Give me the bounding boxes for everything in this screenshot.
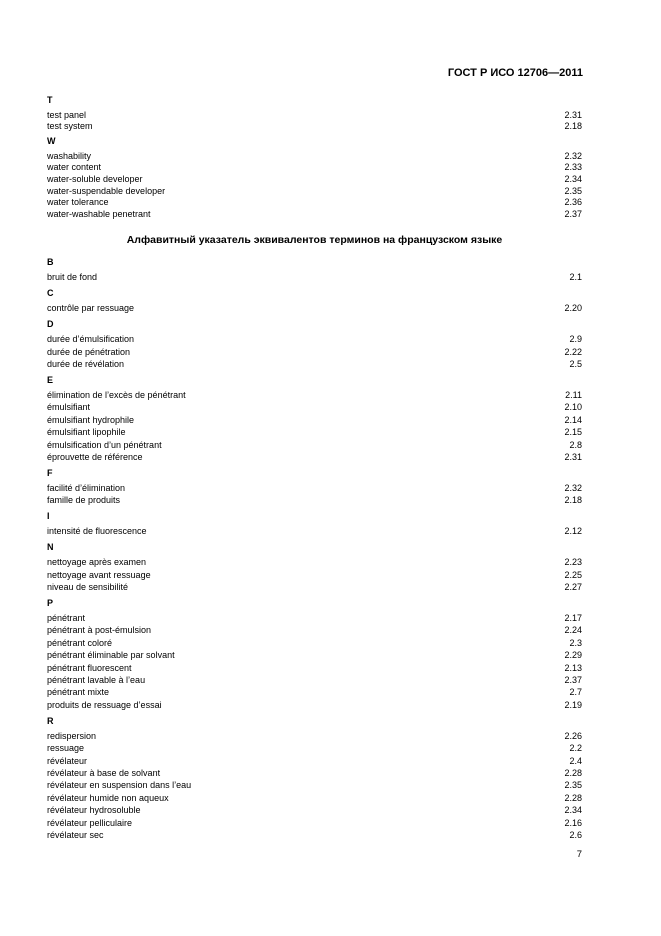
section-letter: T bbox=[47, 94, 53, 105]
section-letter: B bbox=[47, 256, 54, 267]
entry-term: pénétrant fluorescent bbox=[47, 662, 132, 673]
entry-ref: 2.29 bbox=[564, 650, 582, 661]
entry-term: émulsifiant lipophile bbox=[47, 427, 126, 438]
entry-term: émulsifiant bbox=[47, 402, 91, 413]
index-entry bbox=[47, 426, 582, 438]
index-entry bbox=[47, 686, 582, 698]
entry-ref: 2.25 bbox=[564, 569, 582, 580]
index-entry bbox=[47, 346, 582, 358]
index-entry bbox=[47, 151, 582, 163]
index-entry bbox=[47, 451, 582, 463]
entry-term: révélateur humide non aqueux bbox=[47, 792, 169, 803]
index-entry bbox=[47, 612, 582, 624]
index-entry bbox=[47, 110, 582, 122]
index-entry bbox=[47, 569, 582, 581]
entry-term: nettoyage après examen bbox=[47, 557, 147, 568]
entry-ref: 2.33 bbox=[564, 162, 582, 173]
index-entry bbox=[47, 829, 582, 841]
entry-term: famille de produits bbox=[47, 495, 121, 506]
entry-term: facilité d’élimination bbox=[47, 482, 126, 493]
index-entry bbox=[47, 302, 582, 314]
entry-term: pénétrant lavable à l’eau bbox=[47, 675, 146, 686]
index-entry bbox=[47, 494, 582, 506]
entry-ref: 2.37 bbox=[564, 208, 582, 219]
section-letter: P bbox=[47, 597, 54, 608]
entry-term: bruit de fond bbox=[47, 272, 98, 283]
entry-ref: 2.36 bbox=[564, 197, 582, 208]
entry-ref: 2.11 bbox=[565, 390, 582, 401]
section-letter: F bbox=[47, 467, 53, 478]
entry-ref: 2.37 bbox=[564, 675, 582, 686]
index-entry bbox=[47, 271, 582, 283]
index-entry bbox=[47, 624, 582, 636]
entry-term: nettoyage avant ressuage bbox=[47, 569, 151, 580]
entry-term: test panel bbox=[47, 109, 87, 120]
index-entry bbox=[47, 699, 582, 711]
section-letter: W bbox=[47, 136, 56, 147]
index-entry bbox=[47, 637, 582, 649]
entry-term: test system bbox=[47, 121, 93, 132]
document-id-header: ГОСТ Р ИСО 12706—2011 bbox=[447, 67, 583, 79]
entry-ref: 2.12 bbox=[564, 526, 582, 537]
entry-ref: 2.4 bbox=[569, 755, 582, 766]
entry-term: niveau de sensibilité bbox=[47, 582, 129, 593]
index-entry bbox=[47, 817, 582, 829]
entry-ref: 2.22 bbox=[564, 346, 582, 357]
entry-term: redispersion bbox=[47, 730, 97, 741]
section-letter: C bbox=[47, 287, 54, 298]
entry-term: water-washable penetrant bbox=[47, 208, 151, 219]
entry-ref: 2.35 bbox=[564, 185, 582, 196]
entry-term: durée d’émulsification bbox=[47, 334, 135, 345]
entry-term: révélateur bbox=[47, 755, 88, 766]
index-section-d bbox=[47, 318, 582, 370]
entry-ref: 2.16 bbox=[564, 817, 582, 828]
index-entry bbox=[47, 581, 582, 593]
entry-ref: 2.26 bbox=[564, 730, 582, 741]
index-section-r bbox=[47, 715, 582, 842]
index-entry bbox=[47, 401, 582, 413]
entry-term: water tolerance bbox=[47, 197, 109, 208]
entry-ref: 2.19 bbox=[564, 699, 582, 710]
entry-ref: 2.24 bbox=[564, 625, 582, 636]
index-entry bbox=[47, 804, 582, 816]
entry-term: pénétrant éliminable par solvant bbox=[47, 650, 175, 661]
entry-term: révélateur pelliculaire bbox=[47, 817, 133, 828]
entry-ref: 2.27 bbox=[564, 582, 582, 593]
index-entry bbox=[47, 389, 582, 401]
index-entry bbox=[47, 755, 582, 767]
entry-term: révélateur à base de solvant bbox=[47, 767, 161, 778]
entry-ref: 2.10 bbox=[564, 402, 582, 413]
entry-term: révélateur hydrosoluble bbox=[47, 805, 141, 816]
entry-ref: 2.32 bbox=[564, 482, 582, 493]
entry-ref: 2.18 bbox=[564, 495, 582, 506]
entry-ref: 2.28 bbox=[564, 792, 582, 803]
entry-ref: 2.9 bbox=[569, 334, 582, 345]
entry-ref: 2.35 bbox=[564, 780, 582, 791]
entry-term: water content bbox=[47, 162, 102, 173]
section-letter: I bbox=[47, 511, 50, 522]
entry-term: intensité de fluorescence bbox=[47, 526, 147, 537]
entry-term: durée de pénétration bbox=[47, 346, 131, 357]
section-letter: E bbox=[47, 374, 54, 385]
entry-ref: 2.31 bbox=[564, 109, 582, 120]
entry-ref: 2.23 bbox=[564, 557, 582, 568]
index-entry bbox=[47, 174, 582, 186]
index-section-e bbox=[47, 374, 582, 464]
french-index bbox=[47, 253, 582, 842]
index-section-t bbox=[47, 94, 582, 133]
entry-ref: 2.14 bbox=[564, 414, 582, 425]
index-entry bbox=[47, 358, 582, 370]
entry-term: washability bbox=[47, 150, 92, 161]
entry-term: révélateur sec bbox=[47, 829, 104, 840]
index-section-c bbox=[47, 287, 582, 315]
entry-ref: 2.3 bbox=[569, 637, 582, 648]
entry-term: durée de révélation bbox=[47, 359, 125, 370]
entry-ref: 2.15 bbox=[564, 427, 582, 438]
index-entry bbox=[47, 649, 582, 661]
index-section-f bbox=[47, 467, 582, 507]
index-entry bbox=[47, 742, 582, 754]
index-entry bbox=[47, 674, 582, 686]
entry-term: ressuage bbox=[47, 743, 85, 754]
entry-ref: 2.5 bbox=[569, 359, 582, 370]
entry-ref: 2.13 bbox=[564, 662, 582, 673]
index-entry bbox=[47, 186, 582, 198]
entry-term: émulsifiant hydrophile bbox=[47, 414, 135, 425]
index-section-p bbox=[47, 597, 582, 711]
entry-term: émulsification d’un pénétrant bbox=[47, 439, 162, 450]
index-entry bbox=[47, 730, 582, 742]
entry-term: élimination de l’excès de pénétrant bbox=[47, 390, 186, 401]
entry-ref: 2.34 bbox=[564, 805, 582, 816]
index-entry bbox=[47, 414, 582, 426]
index-section-w bbox=[47, 135, 582, 220]
entry-term: pénétrant à post-émulsion bbox=[47, 625, 152, 636]
page-number: 7 bbox=[576, 849, 582, 860]
index-entry bbox=[47, 121, 582, 133]
index-entry bbox=[47, 482, 582, 494]
index-entry bbox=[47, 197, 582, 209]
section-letter: N bbox=[47, 542, 54, 553]
index-entry bbox=[47, 662, 582, 674]
index-entry bbox=[47, 767, 582, 779]
index-entry bbox=[47, 792, 582, 804]
index-entry bbox=[47, 333, 582, 345]
entry-ref: 2.34 bbox=[564, 173, 582, 184]
french-index-title: Алфавитный указатель эквивалентов терминов на французском языке bbox=[126, 234, 503, 246]
index-section-i bbox=[47, 510, 582, 538]
entry-term: pénétrant bbox=[47, 613, 86, 624]
entry-term: révélateur en suspension dans l’eau bbox=[47, 780, 192, 791]
entry-ref: 2.17 bbox=[564, 613, 582, 624]
index-entry bbox=[47, 209, 582, 221]
entry-ref: 2.20 bbox=[564, 303, 582, 314]
entry-ref: 2.32 bbox=[564, 150, 582, 161]
english-index bbox=[47, 92, 582, 221]
entry-term: contrôle par ressuage bbox=[47, 303, 135, 314]
index-entry bbox=[47, 439, 582, 451]
entry-term: water-suspendable developer bbox=[47, 185, 166, 196]
entry-ref: 2.31 bbox=[564, 451, 582, 462]
entry-term: éprouvette de référence bbox=[47, 451, 143, 462]
entry-ref: 2.28 bbox=[564, 767, 582, 778]
index-section-b bbox=[47, 256, 582, 284]
entry-term: produits de ressuage d’essai bbox=[47, 699, 162, 710]
entry-ref: 2.7 bbox=[569, 687, 582, 698]
entry-term: water-soluble developer bbox=[47, 173, 143, 184]
section-letter: D bbox=[47, 318, 54, 329]
entry-ref: 2.8 bbox=[569, 439, 582, 450]
entry-ref: 2.2 bbox=[569, 743, 582, 754]
index-section-n bbox=[47, 541, 582, 593]
index-entry bbox=[47, 525, 582, 537]
index-entry bbox=[47, 556, 582, 568]
entry-ref: 2.1 bbox=[569, 272, 582, 283]
entry-term: pénétrant coloré bbox=[47, 637, 113, 648]
section-letter: R bbox=[47, 715, 54, 726]
index-entry bbox=[47, 162, 582, 174]
entry-term: pénétrant mixte bbox=[47, 687, 110, 698]
entry-ref: 2.6 bbox=[569, 829, 582, 840]
index-entry bbox=[47, 779, 582, 791]
entry-ref: 2.18 bbox=[564, 121, 582, 132]
